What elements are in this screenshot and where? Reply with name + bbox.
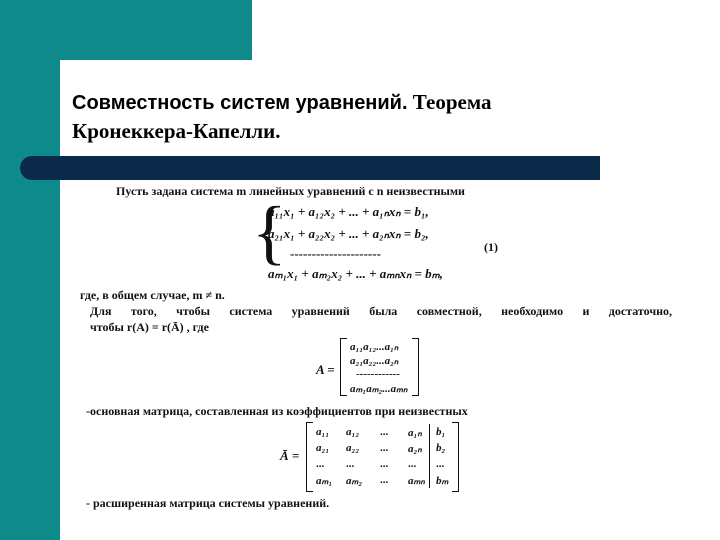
matrix-Abar-left-bracket — [306, 422, 313, 492]
where-text: где, в общем случае, m ≠ n. — [80, 288, 225, 302]
matrix-Abar-cell: b₁ — [436, 426, 446, 438]
extended-matrix-caption: - расширенная матрица системы уравнений. — [86, 496, 330, 510]
augment-divider — [429, 424, 430, 488]
title-line2: Кронеккера-Капелли. — [72, 119, 281, 143]
teal-top-band — [0, 0, 252, 60]
matrix-Abar-cell: ... — [380, 442, 389, 454]
matrix-Abar-cell: a₁₁ — [316, 426, 330, 438]
matrix-Abar-cell: ... — [408, 458, 417, 470]
matrix-Abar-cell: aₘ₁ — [316, 475, 333, 487]
title-part2: Теорема — [412, 90, 492, 114]
matrix-Abar-cell: ... — [380, 426, 389, 438]
intro-text: Пусть задана система m линейных уравнений с n неизвестными — [116, 184, 465, 198]
matrix-Abar-cell: a₂₂ — [346, 442, 360, 454]
matrix-Abar-cell: aₘ₂ — [346, 475, 363, 487]
navy-divider-bar — [20, 156, 600, 180]
matrix-A-label: A = — [316, 362, 335, 377]
matrix-A-row: a₁₁a₁₂...a₁ₙ — [350, 341, 399, 353]
matrix-Abar-cell: ... — [380, 474, 389, 486]
equation-dots: --------------------- — [290, 246, 381, 261]
matrix-Abar-cell: b₂ — [436, 442, 446, 454]
title-part1: Совместность систем уравнений. — [72, 92, 408, 114]
matrix-Abar-cell: bₘ — [436, 475, 449, 487]
matrix-Abar-cell: a₁ₙ — [408, 427, 422, 439]
matrix-A-row: a₂₁a₂₂...a₂ₙ — [350, 355, 399, 367]
matrix-Abar-label: Ā = — [280, 448, 300, 463]
teal-left-band — [0, 0, 60, 540]
main-matrix-caption: -основная матрица, составленная из коэффициентов при неизвестных — [86, 404, 468, 418]
matrix-Abar-cell: aₘₙ — [408, 475, 425, 487]
equation-m: aₘ₁x₁ + aₘ₂x₂ + ... + aₘₙxₙ = bₘ, — [268, 266, 444, 281]
matrix-Abar-right-bracket — [452, 422, 459, 492]
matrix-Abar-cell: ... — [380, 458, 389, 470]
rank-condition: чтобы r(A) = r(Ā) , где — [90, 320, 209, 334]
matrix-A-row: ------------ — [356, 368, 400, 380]
equation-number: (1) — [484, 240, 498, 254]
matrix-A-row: aₘ₁aₘ₂...aₘₙ — [350, 383, 408, 395]
slide-title — [72, 88, 692, 145]
equation-1: a₁₁x₁ + a₁₂x₂ + ... + a₁ₙxₙ = b₁, — [268, 204, 429, 219]
matrix-Abar-cell: a₂ₙ — [408, 443, 422, 455]
equation-2: a₂₁x₁ + a₂₂x₂ + ... + a₂ₙxₙ = b₂, — [268, 226, 429, 241]
condition-text: Для того, чтобы система уравнений была совместной, необходимо и достаточно, — [90, 304, 672, 318]
matrix-Abar-cell: a₁₂ — [346, 426, 360, 438]
matrix-Abar-cell: a₂₁ — [316, 442, 330, 454]
system-brace: { — [252, 192, 287, 272]
matrix-A-right-bracket — [412, 338, 419, 396]
matrix-A-left-bracket — [340, 338, 347, 396]
matrix-Abar-cell: ... — [436, 458, 445, 470]
matrix-Abar-cell: ... — [316, 458, 325, 470]
matrix-Abar-cell: ... — [346, 458, 355, 470]
slide-body — [80, 182, 680, 522]
